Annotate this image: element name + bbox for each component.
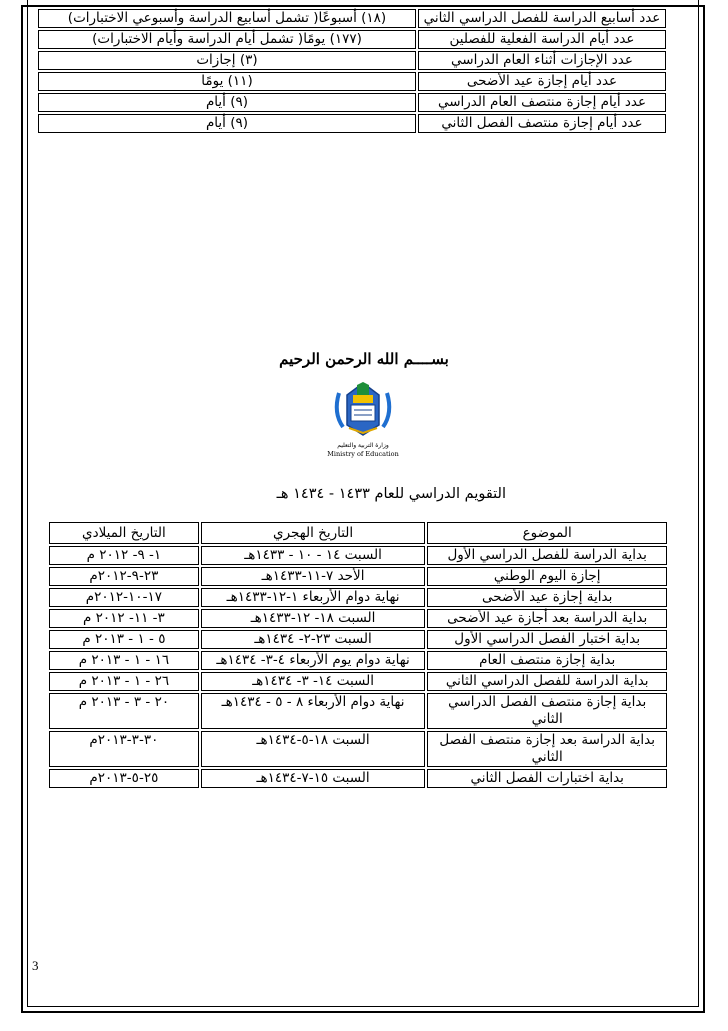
cell-gregorian: ١٦ - ١ - ٢٠١٣ م: [49, 651, 199, 670]
table-row: [49, 672, 667, 691]
summary-label: عدد أيام إجازة منتصف العام الدراسي: [418, 93, 666, 112]
cell-hijri: السبت ١٥-٧-١٤٣٤هـ: [201, 769, 426, 788]
cell-hijri: نهاية دوام يوم الأربعاء ٤-٣- ١٤٣٤هـ: [201, 651, 426, 670]
summary-value: (١٨) أسبوعًا( تشمل أسابيع الدراسة وأسبوعي الاختبارات): [38, 9, 416, 28]
cell-topic: بداية الدراسة للفصل الدراسي الأول: [427, 546, 667, 565]
header-gregorian: التاريخ الميلادي: [49, 522, 199, 544]
cell-hijri: السبت ٢٣-٢- ١٤٣٤هـ: [201, 630, 426, 649]
cell-gregorian: ٢٣-٩-٢٠١٢م: [49, 567, 199, 586]
summary-value: (١١) يومًا: [38, 72, 416, 91]
summary-label: عدد أيام إجازة عيد الأضحى: [418, 72, 666, 91]
cell-gregorian: ١- ٩- ٢٠١٢ م: [49, 546, 199, 565]
cell-hijri: نهاية دوام الأربعاء ٨ - ٥ - ١٤٣٤هـ: [201, 693, 426, 729]
cell-gregorian: ٣٠-٣-٢٠١٣م: [49, 731, 199, 767]
table-header-row: [49, 522, 667, 544]
table-row: [38, 51, 666, 70]
cell-hijri: الأحد ٧-١١-١٤٣٣هـ: [201, 567, 426, 586]
cell-gregorian: ٣- ١١- ٢٠١٢ م: [49, 609, 199, 628]
summary-value: (١٧٧) يومًا( تشمل أيام الدراسة وأيام الاختبارات): [38, 30, 416, 49]
cell-topic: إجازة اليوم الوطني: [427, 567, 667, 586]
page-number: 3: [32, 958, 39, 973]
cell-hijri: السبت ١٤ - ١٠ - ١٤٣٣هـ: [201, 546, 426, 565]
table-row: [49, 546, 667, 565]
table-row: [49, 769, 667, 788]
cell-gregorian: ٢٦ - ١ - ٢٠١٣ م: [49, 672, 199, 691]
basmala: بســــم الله الرحمن الرحيم: [279, 350, 449, 368]
cell-topic: بداية إجازة عيد الأضحى: [427, 588, 667, 607]
table-row: [49, 693, 667, 729]
table-row: [38, 72, 666, 91]
table-row: [38, 114, 666, 133]
header-hijri: التاريخ الهجري: [201, 522, 426, 544]
table-row: [38, 93, 666, 112]
table-row: [38, 30, 666, 49]
table-row: [49, 567, 667, 586]
table-row: [49, 651, 667, 670]
calendar-table: [47, 520, 669, 790]
cell-gregorian: ٢٠ - ٣ - ٢٠١٣ م: [49, 693, 199, 729]
cell-topic: بداية اختبار الفصل الدراسي الأول: [427, 630, 667, 649]
cell-gregorian: ٢٥-٥-٢٠١٣م: [49, 769, 199, 788]
cell-topic: بداية إجازة منتصف الفصل الدراسي الثاني: [427, 693, 667, 729]
cell-topic: بداية الدراسة بعد أجازة عيد الأضحى: [427, 609, 667, 628]
table-row: [49, 609, 667, 628]
summary-value: (٩) أيام: [38, 114, 416, 133]
ministry-of-education-logo: [319, 381, 407, 459]
summary-label: عدد أيام الدراسة الفعلية للفصلين: [418, 30, 666, 49]
cell-gregorian: ٥ - ١ - ٢٠١٣ م: [49, 630, 199, 649]
cell-hijri: السبت ١٤- ٣- ١٤٣٤هـ: [201, 672, 426, 691]
table-row: [49, 731, 667, 767]
cell-topic: بداية إجازة منتصف العام: [427, 651, 667, 670]
page-inner-border: [27, 0, 699, 1007]
summary-table: [36, 7, 668, 135]
logo-caption-en: Ministry of Education: [327, 450, 399, 458]
summary-value: (٣) إجازات: [38, 51, 416, 70]
summary-value: (٩) أيام: [38, 93, 416, 112]
summary-label: عدد أيام إجازة منتصف الفصل الثاني: [418, 114, 666, 133]
cell-hijri: نهاية دوام الأربعاء ١-١٢-١٤٣٣هـ: [201, 588, 426, 607]
table-row: [49, 630, 667, 649]
cell-hijri: السبت ١٨- ١٢-١٤٣٣هـ: [201, 609, 426, 628]
cell-topic: بداية اختبارات الفصل الثاني: [427, 769, 667, 788]
logo-caption-ar: وزارة التربية والتعليم: [337, 442, 389, 449]
table-row: [38, 9, 666, 28]
cell-topic: بداية الدراسة بعد إجازة منتصف الفصل الثاني: [427, 731, 667, 767]
summary-label: عدد الإجازات أثناء العام الدراسي: [418, 51, 666, 70]
summary-label: عدد أسابيع الدراسة للفصل الدراسي الثاني: [418, 9, 666, 28]
cell-gregorian: ١٧-١٠-٢٠١٢م: [49, 588, 199, 607]
calendar-title: التقويم الدراسي للعام ١٤٣٣ - ١٤٣٤ هـ: [276, 486, 506, 502]
table-row: [49, 588, 667, 607]
cell-hijri: السبت ١٨-٥-١٤٣٤هـ: [201, 731, 426, 767]
header-topic: الموضوع: [427, 522, 667, 544]
cell-topic: بداية الدراسة للفصل الدراسي الثاني: [427, 672, 667, 691]
